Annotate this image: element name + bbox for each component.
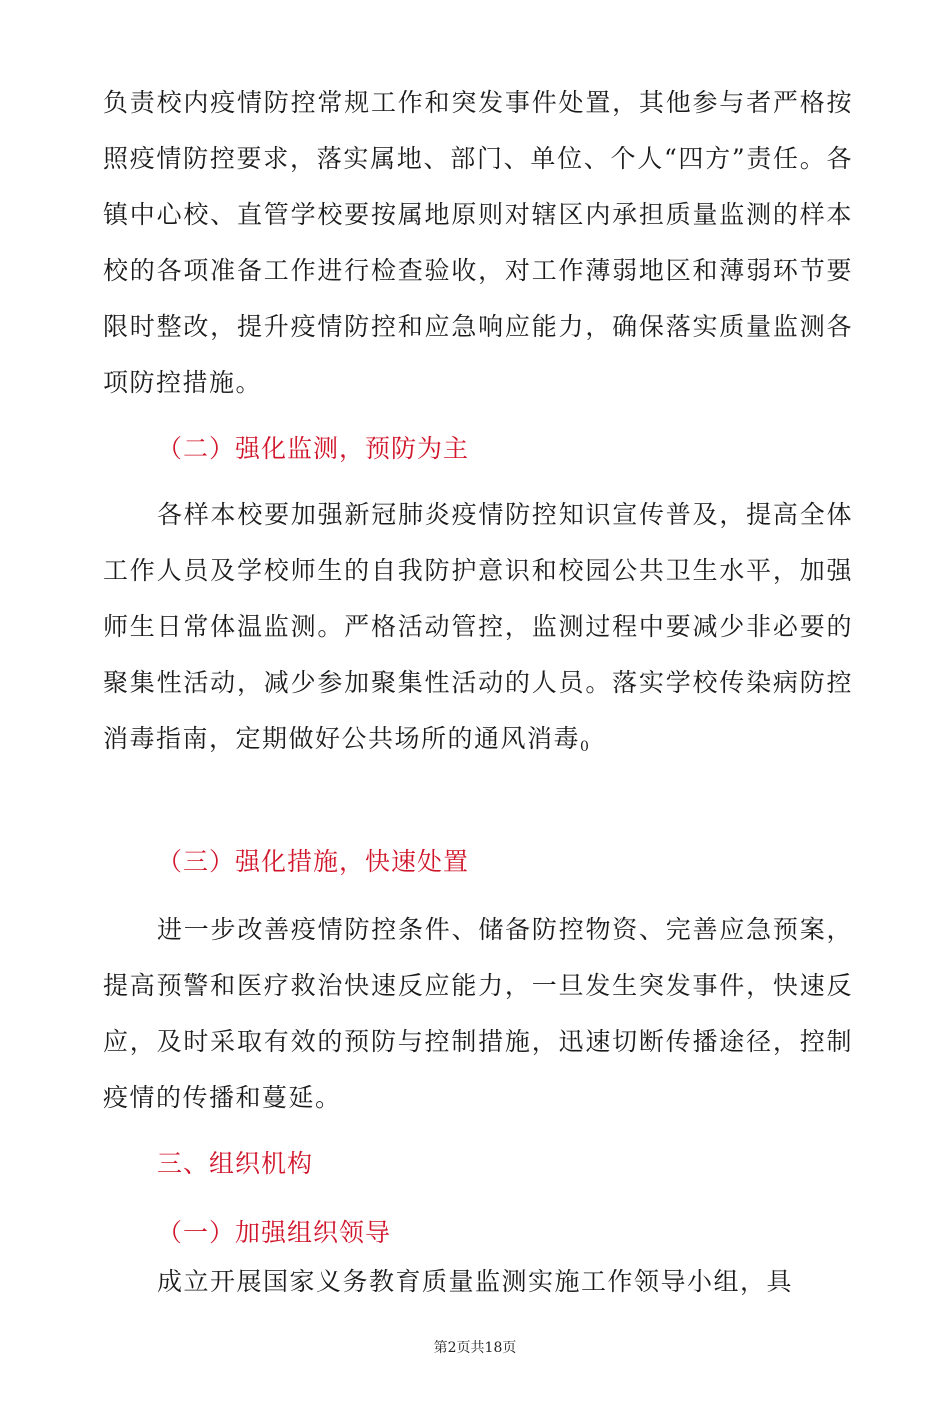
- page-number-footer: 第2页共18页: [433, 1340, 517, 1356]
- subheading-2: （二）强化监测，预防为主: [157, 434, 470, 463]
- section-heading-3: 三、组织机构: [157, 1149, 314, 1178]
- body-paragraph-4: 成立开展国家义务教育质量监测实施工作领导小组，具: [157, 1267, 794, 1296]
- subheading-4: （一）加强组织领导: [157, 1218, 392, 1247]
- body-paragraph-2-tail: 0: [580, 739, 589, 755]
- body-paragraph-2-text: 各样本校要加强新冠肺炎疫情防控知识宣传普及，提高全体工作人员及学校师生的自我防护意识和校园公共卫生水平，加强师生日常体温监测。严格活动管控，监测过程中要减少非必要的聚集性活动，减少参加聚集性活动的人员。落实学校传染病防控消毒指南，定期做好公共场所的通风消毒: [103, 500, 853, 753]
- body-paragraph-3: 进一步改善疫情防控条件、储备防控物资、完善应急预案，提高预警和医疗救治快速反应能力，一旦发生突发事件，快速反应，及时采取有效的预防与控制措施，迅速切断传播途径，控制疫情的传播和蔓延。: [103, 915, 853, 1112]
- body-paragraph-2: [103, 487, 853, 775]
- body-paragraph-1: 负责校内疫情防控常规工作和突发事件处置，其他参与者严格按照疫情防控要求，落实属地、部门、单位、个人“四方”责任。各镇中心校、直管学校要按属地原则对辖区内承担质量监测的样本校的各项准备工作进行检查验收，对工作薄弱地区和薄弱环节要限时整改，提升疫情防控和应急响应能力，确保落实质量监测各项防控措施。: [103, 88, 853, 397]
- subheading-3: （三）强化措施，快速处置: [157, 847, 470, 876]
